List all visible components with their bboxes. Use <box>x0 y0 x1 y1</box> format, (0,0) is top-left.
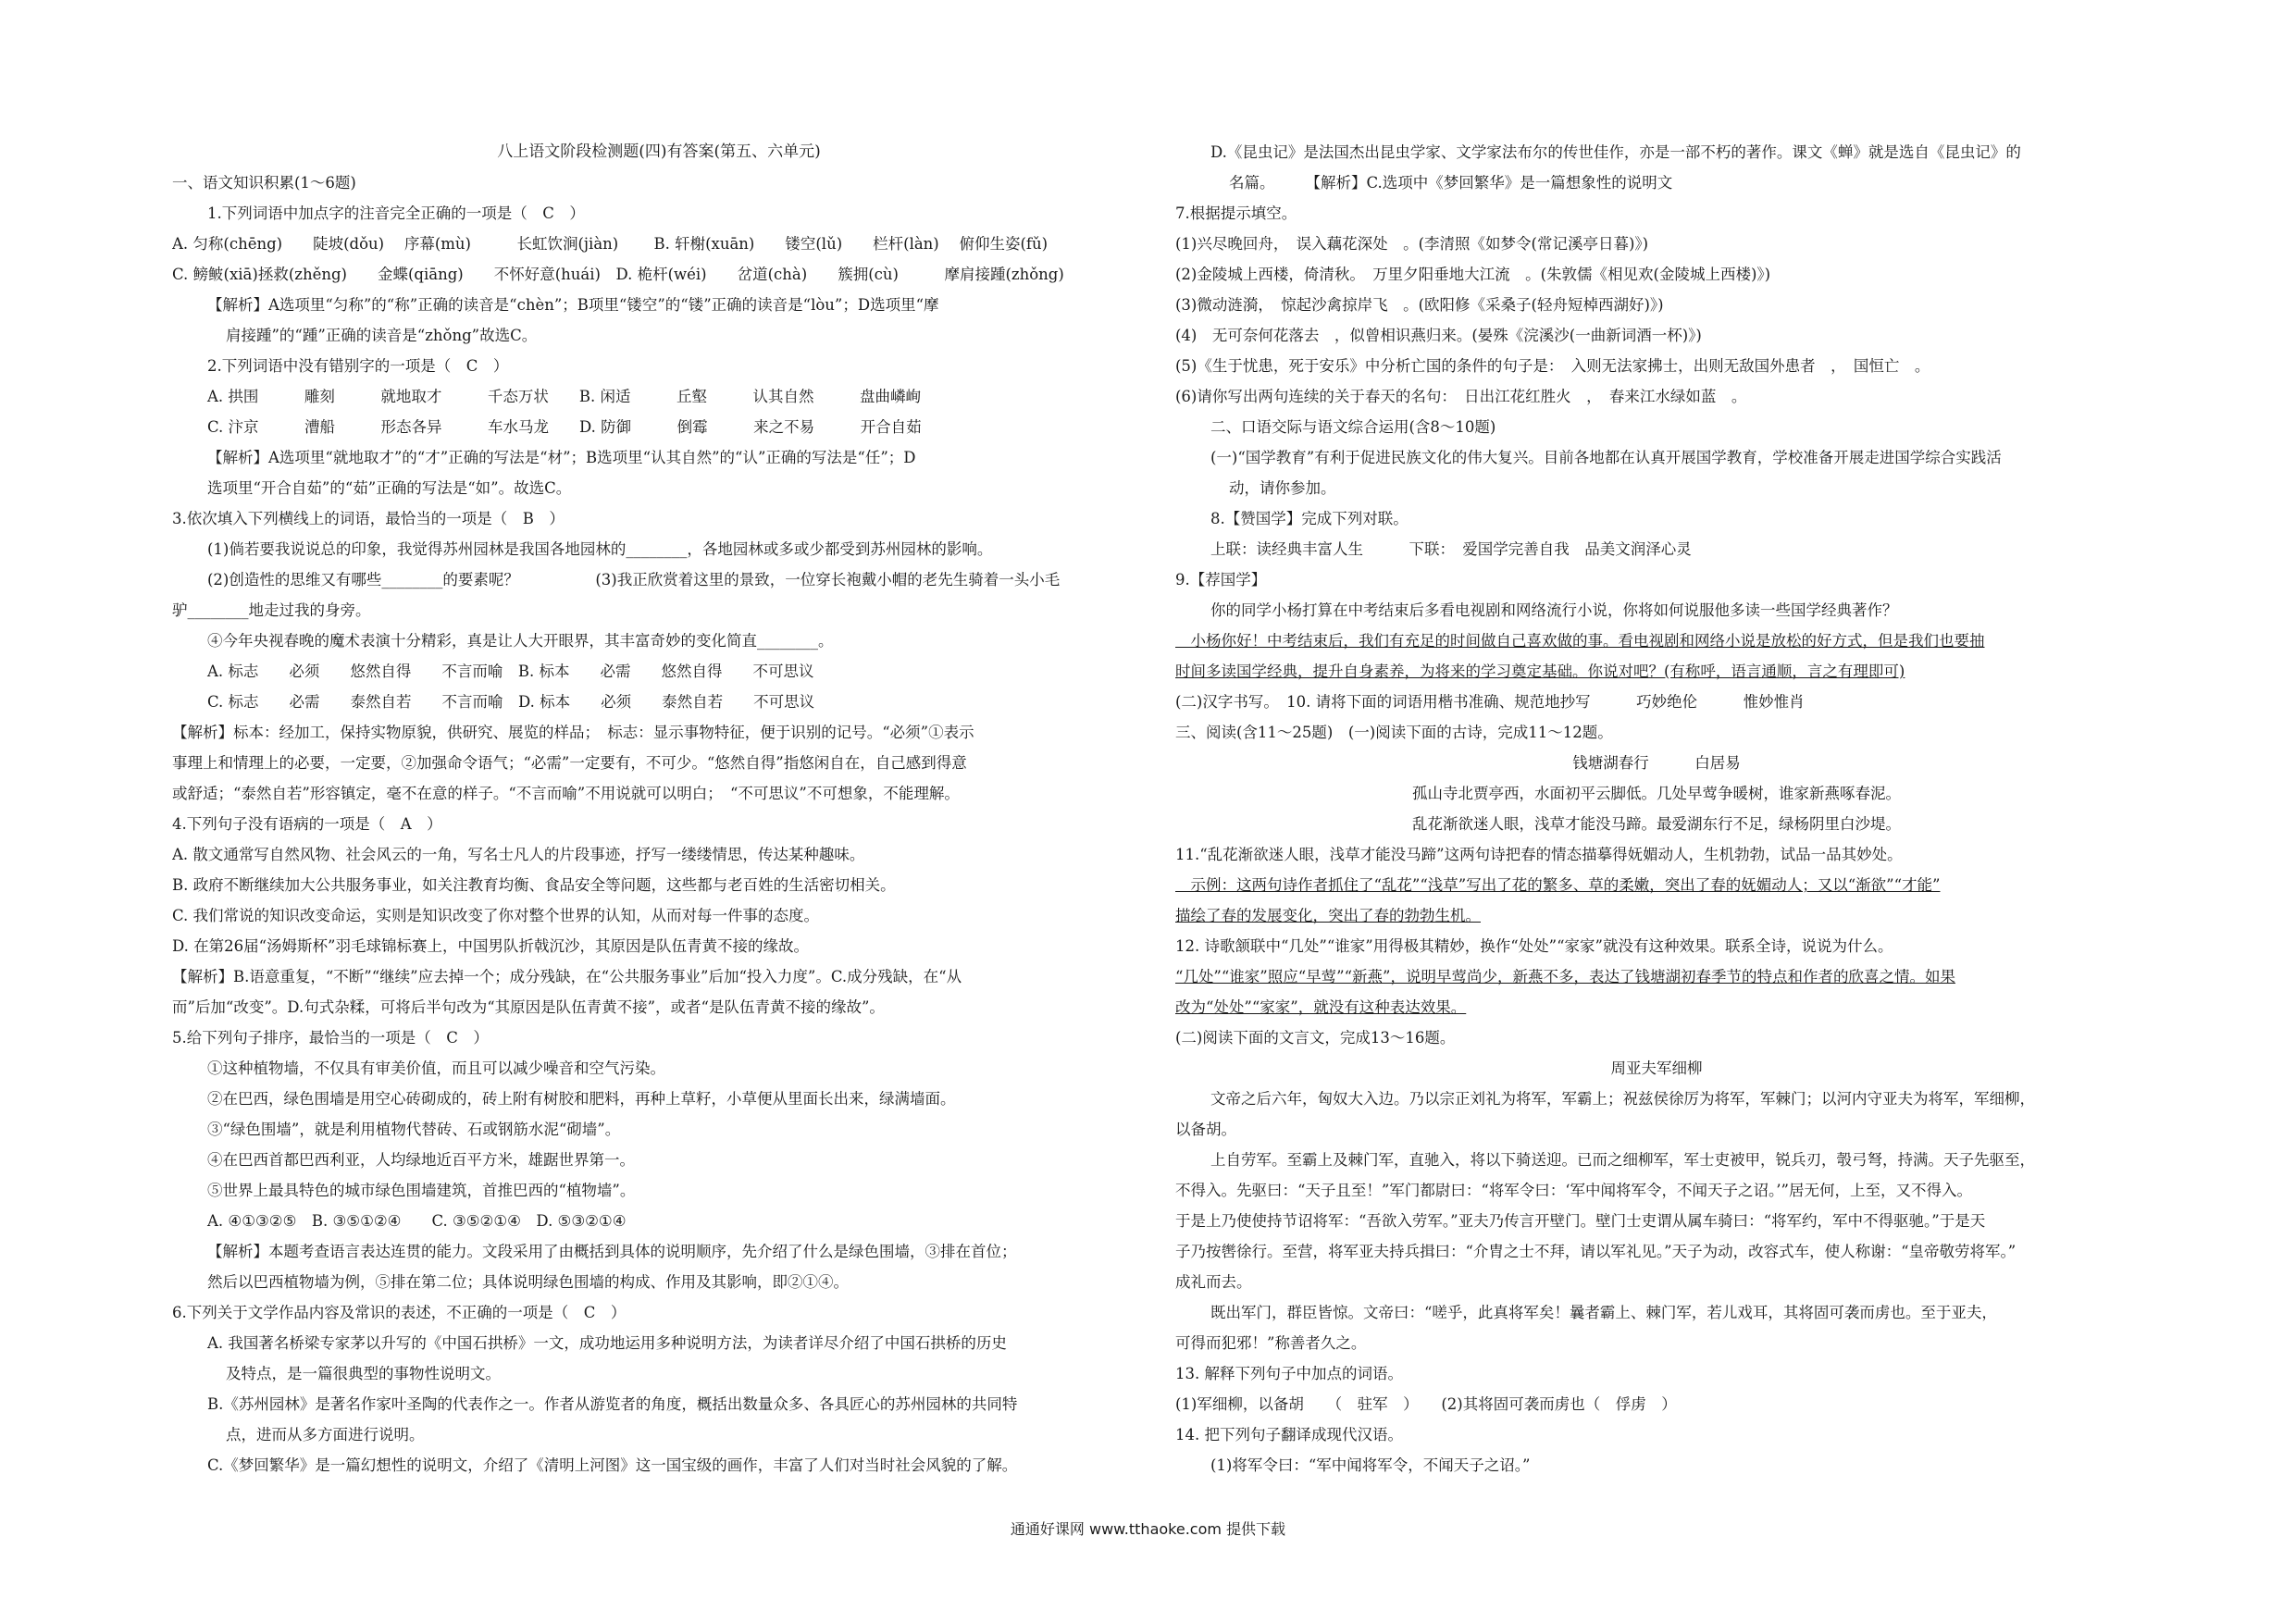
left-text-line: A. ④①③②⑤ B. ③⑤①②④ C. ③⑤②①④ D. ⑤③②①④ <box>207 1212 627 1230</box>
right-text-line: 钱塘湖春行 白居易 <box>1572 754 1741 772</box>
left-text-line: 4.下列句子没有语病的一项是（ A ） <box>172 815 442 833</box>
left-text-line: 八上语文阶段检测题(四)有答案(第五、六单元) <box>497 142 821 161</box>
right-text-line: 上联：读经典丰富人生 下联： 爱国学完善自我 品美文润泽心灵 <box>1210 540 1707 558</box>
right-text-line: 小杨你好！中考结束后，我们有充足的时间做自己喜欢做的事。看电视剧和网络小说是放松的好方式，但是我们也要抽 <box>1175 632 1985 650</box>
left-text-line: A. 拱围 雕刻 就地取才 千态万状 B. 闲适 丘壑 认其自然 盘曲嶙峋 <box>207 388 922 405</box>
left-text-line: A. 标志 必须 悠然自得 不言而喻 B. 标本 必需 悠然自得 不可思议 <box>207 663 814 680</box>
right-text-line: (二)阅读下面的文言文，完成13～16题。 <box>1175 1029 1456 1047</box>
left-text-line: 或舒适；“泰然自若”形容镇定，毫不在意的样子。“不言而喻”不用说就可以明白； “不可思议”不可想象，不能理解。 <box>172 785 960 802</box>
right-text-line: 以备胡。 <box>1175 1121 1236 1138</box>
right-text-line: 12. 诗歌颔联中“几处”“谁家”用得极其精妙，换作“处处”“家家”就没有这种效果。联系全诗，说说为什么。 <box>1175 937 1893 955</box>
left-text-line: C. 汴京 漕船 形态各异 车水马龙 D. 防御 倒霉 来之不易 开合自茹 <box>207 418 922 436</box>
right-text-line: 14. 把下列句子翻译成现代汉语。 <box>1175 1426 1403 1443</box>
left-text-line: ③“绿色围墙”，就是利用植物代替砖、石或钢筋水泥“砌墙”。 <box>207 1121 621 1138</box>
page-footer: 通通好课网 www.tthaoke.com 提供下载 <box>1010 1520 1286 1538</box>
left-text-line: (1)倘若要我说说总的印象，我觉得苏州园林是我国各地园林的________，各地园林或多或少都受到苏州园林的影响。 <box>207 540 993 558</box>
left-text-line: A. 我国著名桥梁专家茅以升写的《中国石拱桥》一文，成功地运用多种说明方法，为读者详尽介绍了中国石拱桥的历史 <box>207 1334 1007 1352</box>
left-text-line: 3.依次填入下列横线上的词语，最恰当的一项是（ B ） <box>172 510 565 527</box>
left-text-line: B. 政府不断继续加大公共服务事业，如关注教育均衡、食品安全等问题，这些都与老百姓的生活密切相关。 <box>172 876 896 894</box>
right-text-line: 乱花渐欲迷人眼，浅草才能没马蹄。最爱湖东行不足，绿杨阴里白沙堤。 <box>1412 815 1901 833</box>
left-text-line: ④在巴西首都巴西利亚，人均绿地近百平方米，雄踞世界第一。 <box>207 1151 635 1169</box>
left-text-line: 1.下列词语中加点字的注音完全正确的一项是（ C ） <box>207 204 585 222</box>
left-text-line: ①这种植物墙，不仅具有审美价值，而且可以减少噪音和空气污染。 <box>207 1059 665 1077</box>
left-text-line: D. 在第26届“汤姆斯杯”羽毛球锦标赛上，中国男队折戟沉沙，其原因是队伍青黄不接的缘故。 <box>172 937 809 955</box>
left-text-line: 然后以巴西植物墙为例，⑤排在第二位；具体说明绿色围墙的构成、作用及其影响，即②①④。 <box>207 1273 849 1291</box>
right-text-line: (3)微动涟漪， 惊起沙禽掠岸飞 。(欧阳修《采桑子(轻舟短棹西湖好)》) <box>1175 296 1664 314</box>
right-text-line: (1)将军令曰：“军中闻将军令，不闻天子之诏。” <box>1210 1456 1531 1474</box>
right-text-line: 13. 解释下列句子中加点的词语。 <box>1175 1365 1403 1382</box>
right-text-line: 8.【赞国学】完成下列对联。 <box>1210 510 1409 527</box>
right-text-line: 上自劳军。至霸上及棘门军，直驰入，将以下骑送迎。已而之细柳军，军士吏被甲，锐兵刃，彀弓弩，持满。天子先驱至， <box>1210 1151 2035 1169</box>
left-text-line: ④今年央视春晚的魔术表演十分精彩，真是让人大开眼界，其丰富奇妙的变化简直________。 <box>207 632 834 650</box>
right-text-line: 于是上乃使使持节诏将军：“吾欲入劳军。”亚夫乃传言开壁门。壁门士吏谓从属车骑曰：“将军约，军中不得驱驰。”于是天 <box>1175 1212 1986 1230</box>
left-text-line: C. 我们常说的知识改变命运，实则是知识改变了你对整个世界的认知，从而对每一件事的态度。 <box>172 907 820 924</box>
left-text-line: 而”后加“改变”。D.句式杂糅，可将后半句改为“其原因是队伍青黄不接”，或者“是队伍青黄不接的缘故”。 <box>172 998 885 1016</box>
right-text-line: (6)请你写出两句连续的关于春天的名句： 日出江花红胜火 ， 春来江水绿如蓝 。 <box>1175 388 1747 405</box>
right-text-line: (1)兴尽晚回舟， 误入藕花深处 。(李清照《如梦令(常记溪亭日暮)》) <box>1175 235 1649 253</box>
left-text-line: 【解析】本题考查语言表达连贯的能力。文段采用了由概括到具体的说明顺序，先介绍了什么是绿色围墙，③排在首位； <box>207 1243 1017 1260</box>
right-text-line: 你的同学小杨打算在中考结束后多看电视剧和网络流行小说，你将如何说服他多读一些国学经典著作？ <box>1210 601 1898 619</box>
right-text-line: 9.【荐国学】 <box>1175 571 1267 588</box>
right-text-line: 不得入。先驱曰：“天子且至！”军门都尉曰：“将军令曰：‘军中闻将军令，不闻天子之诏。’”居无何，上至，又不得入。 <box>1175 1182 1972 1199</box>
left-text-line: 驴________地走过我的身旁。 <box>172 601 371 619</box>
left-text-line: 一、语文知识积累(1～6题) <box>172 174 356 192</box>
right-text-line: 周亚夫军细柳 <box>1610 1059 1703 1077</box>
right-text-line: “几处”“谁家”照应“早莺”“新燕”，说明早莺尚少，新燕不多，表达了钱塘湖初春季节的特点和作者的欣喜之情。如果 <box>1175 968 1955 985</box>
left-text-line: B.《苏州园林》是著名作家叶圣陶的代表作之一。作者从游览者的角度，概括出数量众多、各具匠心的苏州园林的共同特 <box>207 1395 1018 1413</box>
left-text-line: 【解析】标本：经加工，保持实物原貌，供研究、展览的样品； 标志：显示事物特征，便于识别的记号。“必须”①表示 <box>172 724 974 741</box>
right-text-line: 子乃按辔徐行。至营，将军亚夫持兵揖曰：“介胄之士不拜，请以军礼见。”天子为动，改容式车，使人称谢：“皇帝敬劳将军。” <box>1175 1243 2017 1260</box>
right-text-line: D.《昆虫记》是法国杰出昆虫学家、文学家法布尔的传世佳作，亦是一部不朽的著作。课文《蝉》就是选自《昆虫记》的 <box>1210 143 2021 161</box>
left-text-line: C. 标志 必需 泰然自若 不言而喻 D. 标本 必须 泰然自若 不可思议 <box>207 693 815 711</box>
left-text-line: 【解析】A选项里“匀称”的“称”正确的读音是“chèn”；B项里“镂空”的“镂”正确的读音是“lòu”；D选项里“摩 <box>207 296 939 314</box>
right-text-line: 改为“处处”“家家”，就没有这种表达效果。 <box>1175 998 1467 1016</box>
left-text-line: ②在巴西，绿色围墙是用空心砖砌成的，砖上附有树胶和肥料，再种上草籽，小草便从里面长出来，绿满墙面。 <box>207 1090 956 1108</box>
right-text-line: (5)《生于忧患，死于安乐》中分析亡国的条件的句子是： 入则无法家拂士，出则无敌国外患者 ， 国恒亡 。 <box>1175 357 1930 375</box>
left-text-line: 选项里“开合自茹”的“茹”正确的写法是“如”。故选C。 <box>207 479 572 497</box>
left-text-line: C. 鳑鲏(xiā)拯救(zhěng) 金蝶(qiāng) 不怀好意(huái) D. 桅杆(wéi) 岔道(chà) 簇拥(cù) 摩肩接踵(zhǒng) <box>172 266 1064 283</box>
left-text-line: 【解析】B.语意重复，“不断”“继续”应去掉一个；成分残缺，在“公共服务事业”后加“投入力度”。C.成分残缺，在“从 <box>172 968 962 985</box>
left-text-line: A. 匀称(chēng) 陡坡(dǒu) 序幕(mù) 长虹饮涧(jiàn) B. 轩榭(xuān) 镂空(lǔ) 栏杆(làn) 俯仰生姿(fǔ) <box>172 235 1049 253</box>
right-text-line: 可得而犯邪！”称善者久之。 <box>1175 1334 1367 1352</box>
right-text-line: 成礼而去。 <box>1175 1273 1252 1291</box>
right-text-line: 描绘了春的发展变化，突出了春的勃勃生机。 <box>1175 907 1481 924</box>
left-text-line: 及特点，是一篇很典型的事物性说明文。 <box>226 1365 501 1382</box>
right-text-line: 二、口语交际与语文综合运用(含8～10题) <box>1210 418 1496 436</box>
right-text-line: 文帝之后六年，匈奴大入边。乃以宗正刘礼为将军，军霸上；祝兹侯徐厉为将军，军棘门；以河内守亚夫为将军，军细柳， <box>1210 1090 2035 1108</box>
right-text-line: 时间多读国学经典，提升自身素养，为将来的学习奠定基础。你说对吧？(有称呼，语言通顺，言之有理即可) <box>1175 663 1905 680</box>
right-text-line: 11.“乱花渐欲迷人眼，浅草才能没马蹄”这两句诗把春的情态描摹得妩媚动人，生机勃勃，试品一品其妙处。 <box>1175 846 1903 863</box>
left-text-line: 6.下列关于文学作品内容及常识的表述，不正确的一项是（ C ） <box>172 1304 627 1321</box>
right-text-line: 三、阅读(含11～25题) (一)阅读下面的古诗，完成11～12题。 <box>1175 724 1613 741</box>
left-text-line: 肩接踵”的“踵”正确的读音是“zhǒng”故选C。 <box>226 327 538 344</box>
right-text-line: (二)汉字书写。 10. 请将下面的词语用楷书准确、规范地抄写 巧妙绝伦 惟妙惟肖 <box>1175 693 1805 711</box>
left-text-line: ⑤世界上最具特色的城市绿色围墙建筑，首推巴西的“植物墙”。 <box>207 1182 636 1199</box>
right-text-line: 既出军门，群臣皆惊。文帝曰：“嗟乎，此真将军矣！曩者霸上、棘门军，若儿戏耳，其将固可袭而虏也。至于亚夫， <box>1210 1304 1997 1321</box>
right-column <box>1175 137 2138 1481</box>
left-text-line: 点，进而从多方面进行说明。 <box>226 1426 425 1443</box>
right-text-line: 孤山寺北贾亭西，水面初平云脚低。几处早莺争暖树，谁家新燕啄春泥。 <box>1412 785 1901 802</box>
left-text-line: 5.给下列句子排序，最恰当的一项是（ C ） <box>172 1029 489 1047</box>
left-text-line: A. 散文通常写自然风物、社会风云的一角，写名士凡人的片段事迹，抒写一缕缕情思，传达某种趣味。 <box>172 846 865 863</box>
right-text-line: 动，请你参加。 <box>1229 479 1336 497</box>
right-text-line: (2)金陵城上西楼，倚清秋。 万里夕阳垂地大江流 。(朱敦儒《相见欢(金陵城上西楼)》) <box>1175 266 1771 283</box>
right-text-line: 名篇。 【解析】C.选项中《梦回繁华》是一篇想象性的说明文 <box>1229 174 1673 192</box>
left-text-line: 事理上和情理上的必要，一定要，②加强命令语气；“必需”一定要有，不可少。“悠然自得”指悠闲自在，自己感到得意 <box>172 754 967 772</box>
left-text-line: 2.下列词语中没有错别字的一项是（ C ） <box>207 357 509 375</box>
right-text-line: (4) 无可奈何花落去 ，似曾相识燕归来。(晏殊《浣溪沙(一曲新词酒一杯)》) <box>1175 327 1702 344</box>
right-text-line: 7.根据提示填空。 <box>1175 204 1297 222</box>
right-text-line: 示例：这两句诗作者抓住了“乱花”“浅草”写出了花的繁多、草的柔嫩，突出了春的妩媚动人；又以“渐欲”“才能” <box>1175 876 1941 894</box>
left-column <box>172 137 1146 1481</box>
left-text-line: 【解析】A选项里“就地取才”的“才”正确的写法是“材”；B选项里“认其自然”的“认”正确的写法是“任”；D <box>207 449 916 466</box>
right-text-line: (一)“国学教育”有利于促进民族文化的伟大复兴。目前各地都在认真开展国学教育，学校准备开展走进国学综合实践活 <box>1210 449 2002 466</box>
left-text-line: C.《梦回繁华》是一篇幻想性的说明文，介绍了《清明上河图》这一国宝级的画作，丰富了人们对当时社会风貌的了解。 <box>207 1456 1018 1474</box>
right-text-line: (1)军细柳，以备胡 （ 驻军 ） (2)其将固可袭而虏也（ 俘虏 ） <box>1175 1395 1677 1413</box>
left-text-line: (2)创造性的思维又有哪些________的要素呢？ (3)我正欣赏着这里的景致，一位穿长袍戴小帽的老先生骑着一头小毛 <box>207 571 1061 588</box>
